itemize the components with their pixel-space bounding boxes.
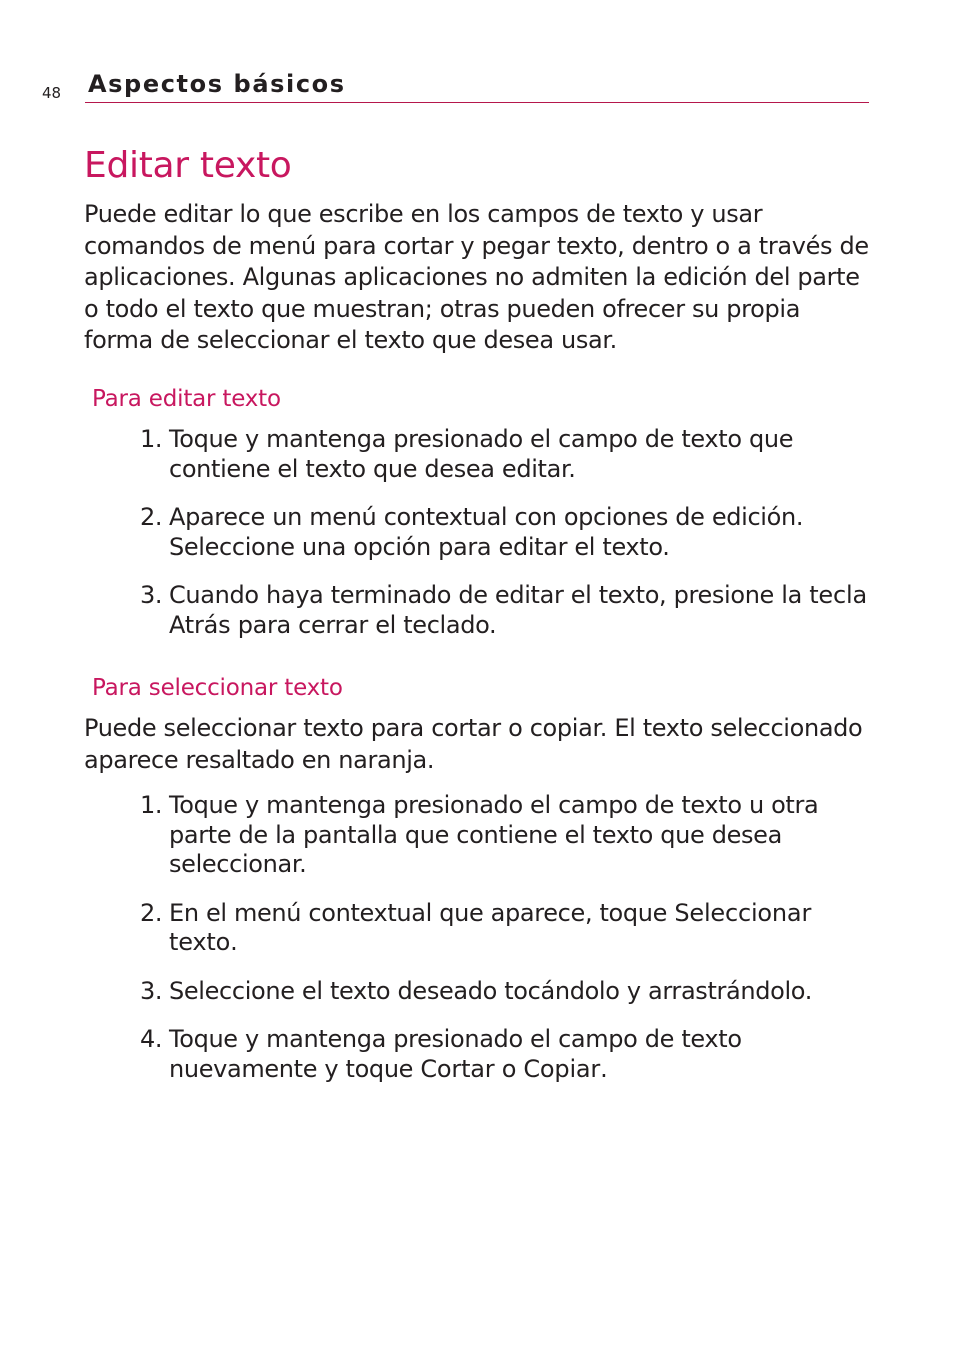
subheading-edit-text: Para editar texto [92, 386, 281, 412]
step-text-post: . [600, 1054, 608, 1083]
step-number: 2. [140, 898, 163, 927]
list-item [140, 791, 870, 880]
step-text [169, 1025, 870, 1084]
step-number: 3. [140, 976, 163, 1005]
list-item [140, 425, 870, 484]
list-item [140, 977, 870, 1007]
select-steps-list [140, 791, 870, 1103]
step-text: Aparece un menú contextual con opciones de edición. Seleccione una opción para editar el texto. [169, 503, 804, 561]
section-header: Aspectos básicos [88, 70, 346, 98]
step-text-pre: Cuando haya terminado de editar el texto, presione la [169, 581, 810, 609]
intro-paragraph: Puede editar lo que escribe en los campos de texto y usar comandos de menú para cortar y pegar texto, dentro o a través de aplicaciones. Algunas aplicaciones no admiten la edición del parte o todo el texto que muestran; otras pueden ofrecer su propia forma de seleccionar el texto que desea usar. [84, 200, 869, 354]
step-number: 2. [140, 503, 163, 531]
list-item [140, 899, 870, 958]
step-text-pre: Toque y mantenga presionado el campo de texto nuevamente y toque [169, 1025, 742, 1083]
step-number: 1. [140, 425, 163, 453]
subheading-select-text: Para seleccionar texto [92, 675, 343, 701]
page-title: Editar texto [84, 145, 292, 186]
list-item [140, 503, 870, 562]
list-item [140, 1025, 870, 1084]
keyword-back-key: tecla Atrás [169, 581, 867, 639]
step-text [169, 581, 870, 640]
step-number: 3. [140, 581, 163, 609]
step-text-mid: o [494, 1054, 524, 1083]
step-text-pre: En el menú contextual que aparece, toque [169, 898, 675, 927]
page-number: 48 [42, 84, 62, 102]
edit-steps-list [140, 425, 870, 659]
step-number: 1. [140, 791, 163, 819]
keyword-select-text: Seleccionar texto [169, 898, 812, 956]
step-text: Toque y mantenga presionado el campo de texto u otra parte de la pantalla que contiene el texto que desea seleccionar. [169, 791, 819, 878]
step-text: Toque y mantenga presionado el campo de texto que contiene el texto que desea editar. [169, 425, 794, 483]
keyword-cut: Cortar [420, 1054, 495, 1083]
select-intro-paragraph: Puede seleccionar texto para cortar o copiar. El texto seleccionado aparece resaltado en naranja. [84, 714, 863, 774]
step-text-post: para cerrar el teclado. [230, 610, 497, 639]
step-text [169, 899, 870, 958]
list-item [140, 581, 870, 640]
step-number: 4. [140, 1025, 163, 1053]
step-text: Seleccione el texto deseado tocándolo y arrastrándolo. [169, 976, 812, 1005]
keyword-copy: Copiar [523, 1054, 601, 1083]
header-rule [85, 102, 869, 103]
step-text-post: . [230, 928, 238, 956]
